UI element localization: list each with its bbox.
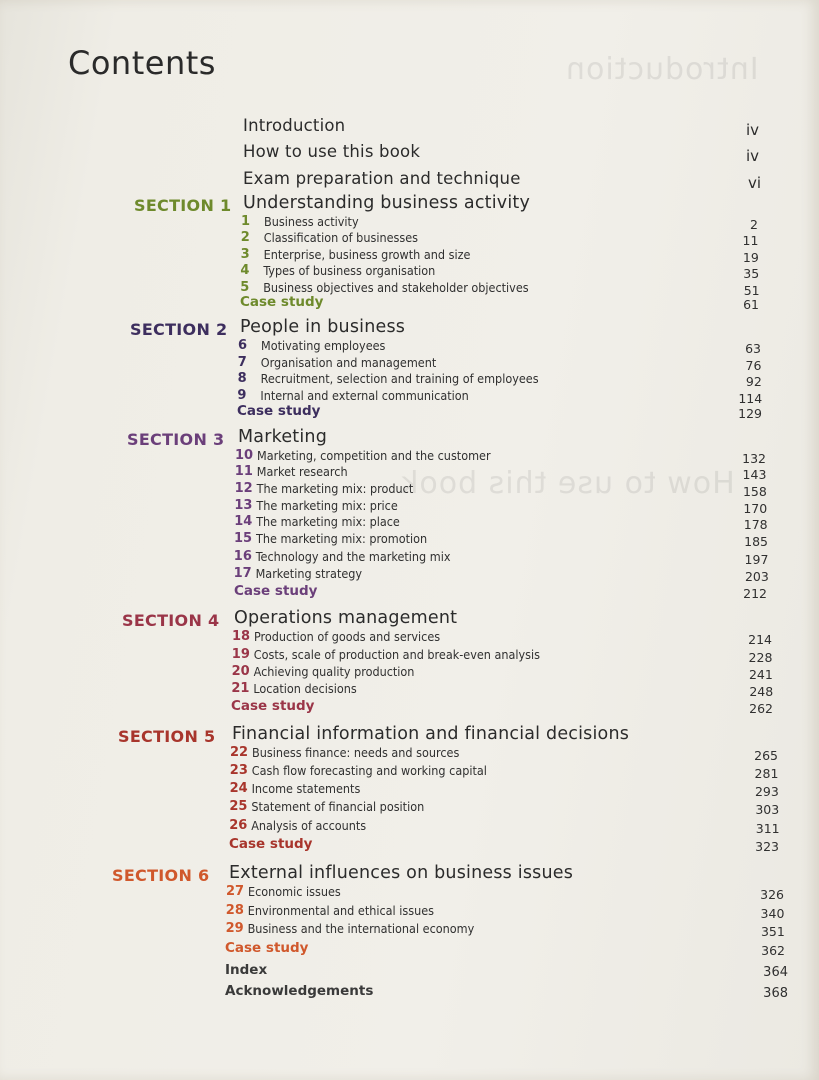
chapter-title: Statement of financial position xyxy=(251,799,425,814)
chapter-page: 143 xyxy=(742,467,767,482)
case-study-page: 212 xyxy=(743,586,767,601)
section-title: Operations management xyxy=(234,608,458,628)
end-matter-title: Index xyxy=(225,962,268,978)
chapter-number: 26 xyxy=(229,818,248,833)
toc-entry-title: Exam preparation and technique xyxy=(243,169,521,188)
case-study-page: 323 xyxy=(755,839,779,854)
section-title: Financial information and financial decisions xyxy=(232,724,630,744)
chapter-title: Organisation and management xyxy=(260,355,437,370)
section-label: SECTION 2 xyxy=(130,320,228,339)
chapter-title: Marketing, competition and the customer xyxy=(257,448,491,463)
chapter-title: The marketing mix: place xyxy=(256,514,400,529)
bleed-through-text: Introduction xyxy=(565,52,759,87)
case-study-page: 262 xyxy=(749,701,773,716)
chapter-page: 228 xyxy=(748,650,773,665)
chapter-number: 24 xyxy=(229,781,248,796)
chapter-number: 28 xyxy=(225,903,244,918)
chapter-title: Enterprise, business growth and size xyxy=(263,247,471,262)
chapter-number: 17 xyxy=(233,566,252,581)
chapter-number: 12 xyxy=(234,481,253,496)
chapter-page: 51 xyxy=(743,283,760,298)
chapter-title: Location decisions xyxy=(253,681,357,696)
section-label: SECTION 3 xyxy=(127,430,225,449)
toc-entry-page: iv xyxy=(745,147,759,165)
chapter-page: 19 xyxy=(742,250,759,265)
chapter-title: The marketing mix: product xyxy=(256,481,414,496)
case-study-page: 61 xyxy=(743,297,759,312)
chapter-number: 25 xyxy=(229,799,248,814)
chapter-page: 2 xyxy=(750,217,758,232)
chapter-number: 18 xyxy=(232,629,251,644)
chapter-page: 248 xyxy=(749,684,774,699)
chapter-page: 76 xyxy=(745,358,762,373)
chapter-number: 27 xyxy=(226,884,245,899)
case-study-page: 129 xyxy=(738,406,762,421)
chapter-number: 19 xyxy=(231,647,250,662)
chapter-title: Business objectives and stakeholder objectives xyxy=(263,280,529,295)
section-label: SECTION 4 xyxy=(122,611,220,630)
chapter-number: 2 xyxy=(240,230,250,245)
chapter-page: 265 xyxy=(754,748,778,763)
toc-entry-title: Introduction xyxy=(243,116,346,135)
section-title: Marketing xyxy=(238,427,328,447)
case-study-page: 362 xyxy=(761,943,785,958)
chapter-number: 29 xyxy=(225,921,244,936)
end-matter-page: 368 xyxy=(763,986,788,1001)
chapter-number: 21 xyxy=(231,681,250,696)
chapter-number: 14 xyxy=(234,514,253,529)
chapter-number: 13 xyxy=(234,498,253,513)
chapter-page: 11 xyxy=(742,233,759,248)
chapter-number: 3 xyxy=(240,247,250,262)
chapter-title: Technology and the marketing mix xyxy=(255,549,451,564)
chapter-page: 303 xyxy=(755,802,780,817)
chapter-number: 1 xyxy=(241,214,251,229)
chapter-title: The marketing mix: price xyxy=(256,498,398,513)
chapter-title: Business activity xyxy=(264,214,359,229)
chapter-title: Achieving quality production xyxy=(253,664,415,679)
chapter-number: 9 xyxy=(237,388,247,403)
chapter-number: 22 xyxy=(230,745,249,760)
chapter-title: Cash flow forecasting and working capital xyxy=(251,763,487,778)
end-matter-page: 364 xyxy=(763,965,788,980)
chapter-page: 178 xyxy=(743,517,768,532)
chapter-title: Marketing strategy xyxy=(255,566,363,581)
section-label: SECTION 1 xyxy=(134,196,232,215)
chapter-number: 8 xyxy=(237,371,247,386)
chapter-title: The marketing mix: promotion xyxy=(256,531,428,546)
chapter-page: 214 xyxy=(748,632,772,647)
chapter-number: 20 xyxy=(231,664,250,679)
chapter-number: 23 xyxy=(229,763,248,778)
chapter-title: Economic issues xyxy=(248,884,341,899)
chapter-page: 35 xyxy=(743,266,760,281)
chapter-title: Business and the international economy xyxy=(247,921,475,936)
chapter-page: 132 xyxy=(742,451,766,466)
section-label: SECTION 6 xyxy=(112,866,210,885)
chapter-page: 197 xyxy=(744,552,769,567)
chapter-page: 92 xyxy=(745,374,762,389)
chapter-title: Analysis of accounts xyxy=(251,818,367,833)
case-study-label: Case study xyxy=(234,583,318,599)
chapter-page: 340 xyxy=(760,906,785,921)
chapter-page: 351 xyxy=(760,924,785,939)
chapter-number: 7 xyxy=(237,355,247,370)
chapter-page: 170 xyxy=(743,501,768,516)
chapter-title: Environmental and ethical issues xyxy=(247,903,434,918)
chapter-title: Income statements xyxy=(251,781,361,796)
chapter-title: Classification of businesses xyxy=(263,230,418,245)
chapter-title: Production of goods and services xyxy=(254,629,441,644)
section-title: Understanding business activity xyxy=(243,193,531,213)
chapter-title: Motivating employees xyxy=(261,338,386,353)
chapter-number: 5 xyxy=(240,280,250,295)
chapter-number: 16 xyxy=(233,549,252,564)
chapter-number: 11 xyxy=(234,464,253,479)
chapter-title: Market research xyxy=(256,464,348,479)
toc-entry-page: vi xyxy=(747,174,761,192)
case-study-label: Case study xyxy=(240,294,324,310)
section-label: SECTION 5 xyxy=(118,727,216,746)
chapter-number: 15 xyxy=(234,531,253,546)
chapter-page: 203 xyxy=(744,569,769,584)
chapter-title: Types of business organisation xyxy=(263,263,436,278)
chapter-title: Costs, scale of production and break-even analysis xyxy=(253,647,541,662)
chapter-title: Business finance: needs and sources xyxy=(252,745,460,760)
chapter-page: 185 xyxy=(744,534,768,549)
toc-entry-title: How to use this book xyxy=(243,142,421,161)
chapter-page: 293 xyxy=(754,784,779,799)
chapter-title: Internal and external communication xyxy=(260,388,469,403)
chapter-page: 158 xyxy=(742,484,767,499)
case-study-label: Case study xyxy=(225,940,309,956)
bleed-through-text: How to use this book xyxy=(400,466,735,501)
chapter-page: 63 xyxy=(745,341,761,356)
chapter-page: 281 xyxy=(754,766,779,781)
section-title: External influences on business issues xyxy=(229,863,574,883)
case-study-label: Case study xyxy=(231,698,315,714)
chapter-page: 326 xyxy=(760,887,784,902)
chapter-page: 114 xyxy=(738,391,763,406)
chapter-page: 311 xyxy=(755,821,780,836)
section-title: People in business xyxy=(240,317,406,337)
toc-entry-page: iv xyxy=(745,121,759,139)
page-title: Contents xyxy=(68,44,216,82)
case-study-label: Case study xyxy=(237,403,321,419)
chapter-title: Recruitment, selection and training of employees xyxy=(260,371,539,386)
chapter-number: 4 xyxy=(240,263,250,278)
chapter-number: 10 xyxy=(235,448,254,463)
case-study-label: Case study xyxy=(229,836,313,852)
chapter-page: 241 xyxy=(748,667,773,682)
chapter-number: 6 xyxy=(238,338,248,353)
end-matter-title: Acknowledgements xyxy=(225,983,374,999)
